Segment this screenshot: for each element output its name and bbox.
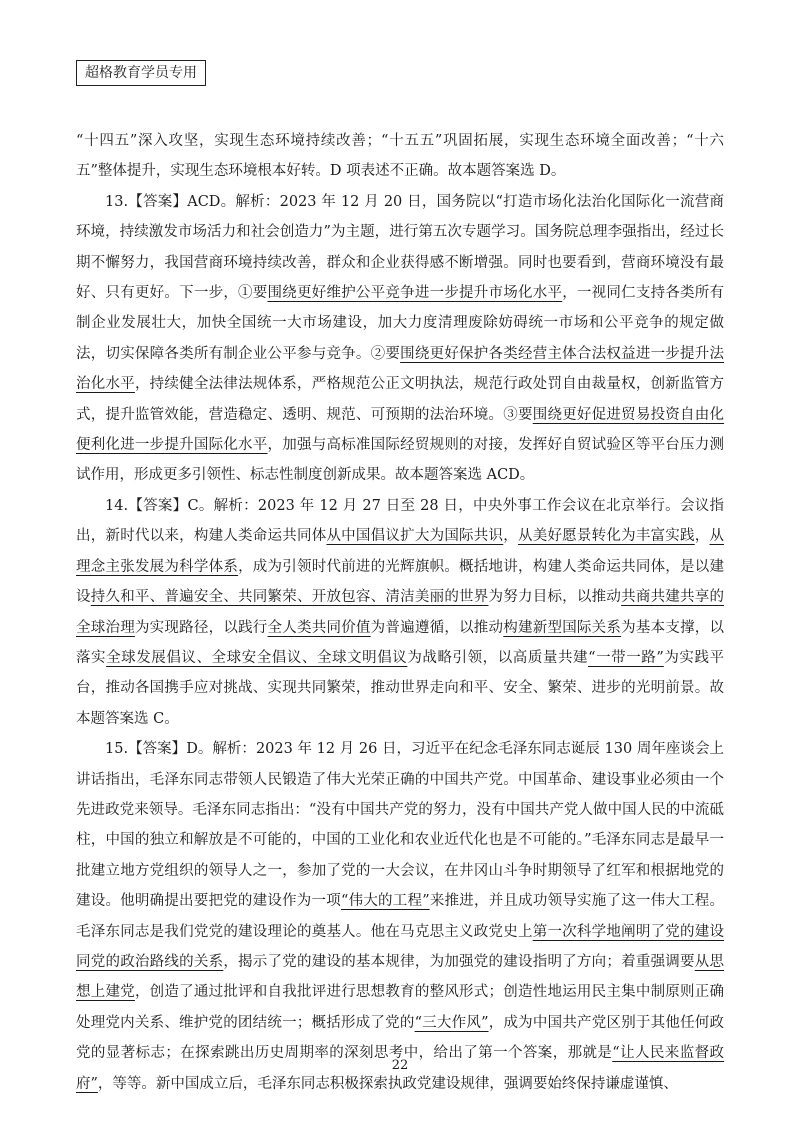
text-span: ， — [694, 528, 710, 545]
text-span: 为实现路径，以践行 — [134, 619, 268, 636]
underlined-text: 全人类共同价值 — [267, 619, 371, 636]
text-span: 为基本支撑，以落实 — [76, 619, 725, 666]
underlined-text: 围绕更好保护各类经营主体合法权益进一步提升法治化水平 — [76, 345, 725, 393]
text-span: 13.【答案】ACD。解析：2023 年 12 月 20 日，国务院以“打造市场化法治化国际化一流营商环境，持续激发市场活力和社会创造力”为主题，进行第五次专题学习。国务院总理李强指出，经过长期不懈努力，我国营商环境持续改善，群众和企业获得感不断增强。同时也要看到，营商环境没有最好、只有更好。下一步，①要 — [76, 193, 724, 302]
text-span: ，加强与高标准国际经贸规则的对接，发挥好自贸试验区等平台压力测试作用，形成更多引领性、标志性制度创新成果。故本题答案选 ACD。 — [76, 437, 725, 484]
underlined-text: 全球发展倡议、全球安全倡议、全球文明倡议 — [106, 649, 408, 666]
answer-15-paragraph — [76, 734, 724, 1099]
paragraph-continuation: “十四五”深入攻坚，实现生态环境持续改善；“十五五”巩固拓展，实现生态环境全面改善；“十六五”整体提升，实现生态环境根本好转。D 项表述不正确。故本题答案选 D。 — [76, 133, 724, 180]
text-span: 14.【答案】C。解析：2023 年 12 月 27 日至 28 日，中央外事工作会议在北京举行。会议指出，新时代以来，构建人类命运共同体 — [76, 497, 724, 545]
underlined-text: 构建新型国际关系 — [503, 619, 622, 636]
text-span: 15.【答案】D。解析：2023 年 12 月 26 日，习近平在纪念毛泽东同志诞辰 130 周年座谈会上讲话指出，毛泽东同志带领人民锻造了伟大光荣正确的中国共产党。中国革命、建设事业必须由一个先进政党来领导。毛泽东同志指出：“没有中国共产党的努力，没有中国共产党人做中国人民的中流砥柱，中国的独立和解放是不可能的，中国的工业化和农业近代化也是不可能的。”毛泽东同志是最早一批建立地方党组织的领导人之一，参加了党的一大会议，在井冈山斗争时期领导了红军和根据地党的建设。他明确提出要把党的建设作为一项 — [76, 741, 724, 910]
text-span: ，等等。新中国成立后，毛泽东同志积极探索执政党建设规律，强调要始终保持谦虚谨慎、 — [97, 1075, 678, 1092]
answer-14-paragraph — [76, 491, 724, 734]
underlined-text: 持久和平、普遍安全、共同繁荣、开放包容、清洁美丽的世界 — [90, 589, 489, 606]
text-span: 为普遍遵循，以推动 — [370, 619, 504, 636]
document-body — [76, 126, 724, 1099]
text-span: 来推进，并且成功领导实施了这一伟大工程。毛泽东同志是我们党党的建设理论的奠基人。他在马克思主义政党史上 — [76, 893, 725, 940]
underlined-text: 从理念主张发展为科学体系 — [76, 528, 725, 575]
page-number: 22 — [391, 1058, 409, 1073]
underlined-text: 从思想上建党 — [76, 953, 725, 1001]
underlined-text: 从中国倡议扩大为国际共识 — [326, 528, 504, 545]
text-span: ，成为中国共产党区别于其他任何政党的显著标志；在探索跳出历史周期率的深刻思考中，给出了第一个答案，那就是 — [76, 1014, 725, 1062]
underlined-text: 从美好愿景转化为丰富实践 — [517, 528, 695, 545]
underlined-text: 围绕更好维护公平竞争进一步提升市场化水平 — [267, 285, 563, 302]
answer-13-paragraph — [76, 187, 724, 491]
text-span: 为战略引领，以高质量共建 — [407, 649, 589, 666]
text-span: 为努力目标，以推动 — [488, 589, 622, 606]
text-span: ，揭示了党的建设的基本规律，为加强党的建设指明了方向；着重强调要 — [223, 953, 695, 970]
underlined-text: “三大作风” — [414, 1014, 489, 1031]
text-span: ，持续健全法律法规体系，严格规范公正文明执法，规范行政处罚自由裁量权，创新监管方式，提升监管效能，营造稳定、透明、规范、可预期的法治环境。③要 — [76, 376, 725, 423]
text-span: 为实践平台，推动各国携手应对挑战、实现共同繁荣，推动世界走向和平、安全、繁荣、进步的光明前景。故本题答案选 C。 — [76, 649, 725, 727]
underlined-text: “一带一路” — [588, 649, 664, 666]
text-span: ，一视同仁支持各类所有制企业发展壮大，加快全国统一大市场建设，加大力度清理废除妨碍统一市场和公平竞争的规定做法，切实保障各类所有制企业公平参与竞争。②要 — [76, 285, 725, 362]
underlined-text: 围绕更好促进贸易投资自由化便利化进一步提升国际化水平 — [76, 406, 725, 454]
underlined-text: “伟大的工程” — [340, 893, 430, 910]
underlined-text: “让人民来监督政府” — [76, 1045, 724, 1092]
text-span: ，成为引领时代前进的光辉旗帜。概括地讲，构建人类命运共同体，是以建设 — [76, 558, 725, 606]
header-label: 超格教育学员专用 — [76, 60, 206, 86]
text-span: ，创造了通过批评和自我批评进行思想教育的整风形式；创造性地运用民主集中制原则正确处理党内关系、维护党的团结统一；概括形成了党的 — [76, 984, 725, 1031]
underlined-text: 第一次科学地阐明了党的建设同党的政治路线的关系 — [76, 923, 725, 970]
underlined-text: 共商共建共享的全球治理 — [76, 589, 725, 636]
text-span: ， — [503, 528, 518, 545]
